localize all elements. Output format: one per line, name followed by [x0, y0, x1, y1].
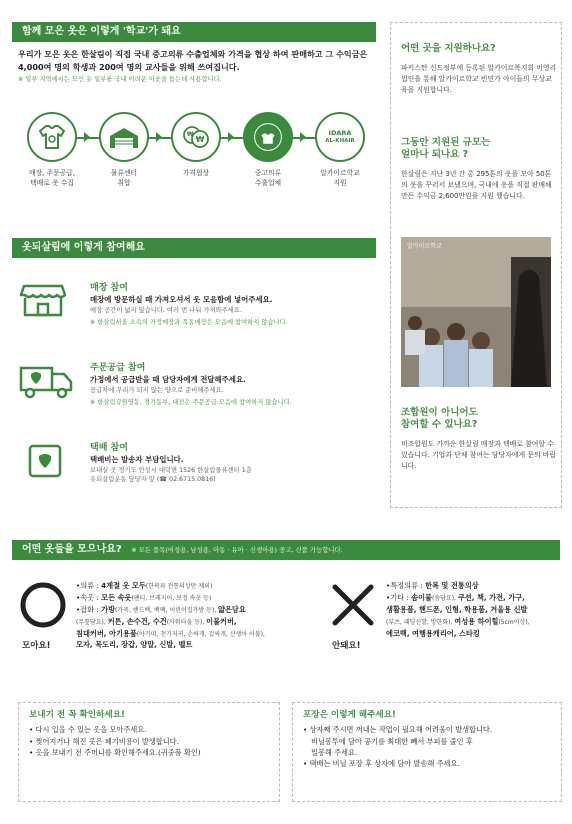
- intro-body: 우리가 모은 옷은 한살림이 직접 국내 중고의류 수출업체와 가격을 협상 하여 판매하고 그 수익금은 4,000여 명의 학생과 200여 명의 교사들을 위해 쓰여집니다.: [18, 49, 368, 72]
- parcel-main: 택배비는 발송자 부담입니다.: [90, 455, 184, 465]
- check-line-2: • 찢어지거나 해진 옷은 폐기비용이 발생합니다.: [29, 736, 179, 746]
- arrow-icon: [84, 132, 90, 142]
- coins-icon: [171, 112, 221, 162]
- check-title: 보내기 전 꼭 확인하세요!: [29, 710, 125, 720]
- step-warehouse-label-2: 취합: [117, 178, 131, 187]
- store-icon: [18, 282, 78, 322]
- yes-line-clothing: •의류 : 4계절 옷 모두(한복과 전통의상만 제외): [76, 581, 213, 590]
- svg-text:₩: ₩: [195, 135, 205, 144]
- yes-line-goods-2: (무릎담요), 커튼, 손수건, 수건(사워타올 등), 이불커버,: [76, 616, 237, 626]
- check-line-1: • 다시 입을 수 있는 옷을 모아주세요.: [29, 725, 147, 735]
- packing-line-4: • 택배는 비닐 포장 후 상자에 담아 발송해 주세요.: [303, 758, 460, 768]
- delivery-sub: 공급차에 무리가 되지 않는 양으로 준비해주세요.: [90, 386, 224, 394]
- section2-header: [12, 238, 376, 258]
- x-no-icon: [328, 580, 378, 630]
- faq-q3: [401, 407, 478, 432]
- arrow-icon: [156, 132, 162, 142]
- step-warehouse-label-1: 물류센터: [110, 169, 138, 177]
- svg-text:₩: ₩: [186, 131, 194, 138]
- arrow-icon: [228, 132, 234, 142]
- delivery-main: 가정에서 공급받을 때 담당자에게 전달해주세요.: [90, 375, 246, 385]
- faq-a1: 파키스탄 신드정부에 등록된 알카이르복지회 비영리법인을 통해 알카이르학교 빈민가 아이들의 무상교육을 지원합니다.: [401, 64, 557, 95]
- packing-title: 포장은 이렇게 해주세요!: [303, 710, 396, 720]
- intro-note: ※ 일부 지역에서는 모인 옷 일부를 국내 어려운 이웃을 돕는데 사용합니다.: [18, 76, 222, 84]
- store-main: 매장에 방문하실 때 가져오셔서 옷 모음함에 넣어주세요.: [90, 295, 273, 305]
- faq-q3-line1: 조합원이 아니어도: [401, 407, 478, 418]
- check-before-send-box: [18, 702, 280, 802]
- faq-a2: 한살림은 지난 3년 간 총 295톤의 옷을 모아 50톤의 옷을 꾸러서 보냈으며, 국내에 옷을 직접 판매해 만든 수익금 2,600만원을 지원 했습니다.: [401, 170, 552, 201]
- faq-q2: [401, 137, 490, 162]
- yes-line-goods-4: 모자, 목도리, 장갑, 양말, 신발, 벨트: [76, 640, 193, 650]
- section2-title: 옷되살림에 이렇게 참여해요: [22, 242, 145, 253]
- photo-caption: 알카이르학교: [407, 243, 442, 250]
- section1-title: 함께 모은 옷은 이렇게 '학교'가 돼요: [22, 26, 181, 37]
- step-exporter: [238, 112, 298, 188]
- packing-line-1: • 상자째 주시면 꺼내는 작업이 필요해 어려움이 발생합니다.: [303, 725, 493, 735]
- yes-line-goods-3: 침대커버, 아기용품(아기띠, 천기저귀, 손싸개, 겉싸개, 신생아 이불),: [76, 628, 265, 638]
- yes-label: 모아요!: [22, 641, 51, 651]
- step-school-label-2: 지원: [333, 178, 347, 187]
- step-collect-label-1: 매장, 주문공급,: [29, 169, 75, 177]
- packing-box: [292, 702, 562, 802]
- step-warehouse: [94, 112, 154, 188]
- step-price: [166, 112, 226, 179]
- section3-note: ※ 모든 품목(여성용, 남성용, 아동 · 유아 · 신생아용) 중고, 신품 가능합니다.: [131, 546, 343, 554]
- no-list: [386, 580, 566, 639]
- section3-title: 어떤 옷들을 모으나요?: [22, 544, 122, 555]
- step-school: [310, 112, 370, 188]
- no-line-special: •특정의류 : 한복 및 전통의상: [386, 581, 479, 590]
- step-collect: [22, 112, 82, 188]
- faq-a3: 비조합원도 가까운 한살림 매장과 택배로 참여할 수 있습니다. 기업과 단체 참여는 담당자에게 문의 바랍니다.: [401, 440, 557, 471]
- parcel-title: 택배 참여: [90, 443, 128, 453]
- step-school-label-1: 알카이르학교: [320, 169, 360, 177]
- school-photo: [401, 237, 551, 387]
- parcel-sub: 보내실 곳 경기도 안성시 대덕면 1526 한살림물류센터 1층: [90, 466, 252, 474]
- section3-header: [12, 540, 560, 560]
- step-exporter-label-2: 수출업체: [254, 178, 282, 187]
- no-line-etc-2: 생활용품, 핸드폰, 인형, 학용품, 겨울용 신발: [386, 604, 528, 614]
- store-title: 매장 참여: [90, 283, 128, 293]
- idara-al-khair-logo: [315, 112, 365, 162]
- packing-line-2: 비닐봉투에 담아 공기를 최대한 빼서 부피를 줄인 후: [311, 736, 473, 746]
- no-line-etc: •기타 : 솜이불(솜담요), 쿠션, 책, 가전, 가구,: [386, 592, 525, 602]
- step-exporter-label-1: 중고의류: [254, 169, 282, 177]
- store-sub: 매장 공간이 넓지 않습니다. 여러 번 나눠 가져와주세요.: [90, 306, 242, 314]
- step-collect-label-2: 택배로 옷 수집: [30, 178, 74, 187]
- no-label: 안돼요!: [332, 641, 361, 651]
- shirt-icon: [27, 112, 77, 162]
- check-line-3: • 옷을 보내기 전 주머니를 확인해주세요.(귀중품 확인): [29, 747, 201, 757]
- warehouse-icon: [99, 112, 149, 162]
- faq-q2-line1: 그동안 지원된 규모는: [401, 137, 491, 148]
- step-price-label-1: 가격협상: [182, 169, 210, 177]
- yes-line-underwear: •속옷 : 모든 속옷(팬티, 브래지어, 보정 속옷 등): [76, 592, 212, 602]
- faq-q3-line2: 참여할 수 있나요?: [401, 419, 478, 431]
- parcel-box-icon: [18, 442, 78, 482]
- yes-list: [76, 580, 346, 651]
- circle-yes-icon: [18, 580, 68, 630]
- delivery-title: 주문공급 참여: [90, 363, 146, 373]
- delivery-note: ※ 한살림강원영동, 경기동부, 대전은 주문공급 모음에 참여하지 않습니다.: [90, 398, 292, 406]
- no-line-etc-3: (부츠, 패딩신발, 방한화), 여성용 하이힐(5cm이상),: [386, 616, 530, 626]
- yes-line-goods: •잡화 : 가방(가죽, 핸드백, 백팩, 어린이집가방 등), 얇은담요: [76, 604, 246, 614]
- packing-line-3: 밀봉해 주세요.: [311, 747, 358, 757]
- truck-icon: [18, 362, 78, 402]
- faq-q2-line2: 얼마나 되나요 ?: [401, 149, 469, 161]
- faq-q1: 어떤 곳을 지원하나요?: [401, 43, 496, 54]
- good-use-korea-logo: [243, 112, 293, 162]
- section1-header: [12, 22, 376, 42]
- process-steps: [12, 112, 372, 222]
- intro-text: [18, 48, 370, 84]
- parcel-sub2: 옷되살림운동 담당자 앞 (☎ 02.6715.0816): [90, 475, 216, 483]
- no-line-etc-4: 에코백, 여행용캐리어, 스타킹: [386, 628, 480, 638]
- idara-logo-text-1: IDARA: [328, 129, 352, 138]
- sidebar-faq: [390, 22, 562, 508]
- arrow-icon: [300, 132, 306, 142]
- idara-logo-text-2: AL-KHAIR: [325, 137, 355, 144]
- store-note: ※ 한살림서울 소속의 가정매장과 목동매장은 모음에 참여하지 않습니다.: [90, 318, 288, 326]
